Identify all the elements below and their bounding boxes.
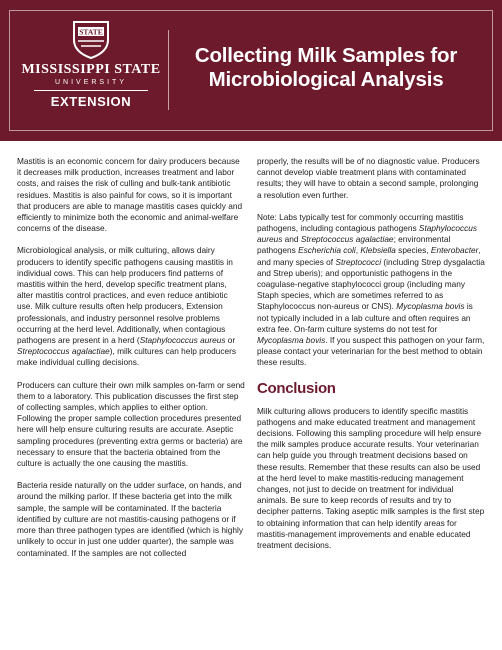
banner-divider [168,30,169,110]
sampling-paragraph: Producers can culture their own milk samples on-farm or send them to a laboratory. This publication discusses the first step of collecting samples, which applies to either option. Following the proper sample collection procedures presented here will help ensure culturing results are accurate. Aseptic sampling procedures (preventing extra germs or bacteria) are necessary to ensure that the bacteria obtained from the culture is actually the one causing the mastitis. [17,379,245,469]
seal-text: STATE [79,27,103,37]
title-line-1: Collecting Milk Samples for [194,44,458,67]
results-paragraph: properly, the results will be of no diagnostic value. Producers cannot develop viable treatment plans with contaminated results; they will have to obtain a second sample, prolonging a resolution even further. [257,156,480,200]
conclusion-paragraph: Milk culturing allows producers to identify specific mastitis pathogens and make educated treatment and management decisions. Following this sampling procedure will help ensure the milk samples produce accurate results. Your veterinarian can help guide you through treatment decisions based on these results. Remember that these results can also be used at the herd level to make mastitis-reducing management changes, not just to decide on treatment for individual animals. Be sure to keep records of results and try to decipher patterns. Taking aseptic milk samples is the first step to obtaining information that can help identify areas for mastitis-management improvements and enable educated treatment decisions. [257,405,485,551]
lab-note-paragraph: Note: Labs typically test for commonly occurring mastitis pathogens, including contagious pathogens Staphylococcus aureus and Streptococcus agalactiae; environmental pathogens Escherichia coli, Klebsiella species, Enterobacter, and many species of Streptococci (including Strep dysgalactia and Strep uberis); and opportunistic pathogens in the coagulase-negative staphylococci group (including many Staph species, which are sometimes referred to as Staphylococcus non-aureus or CNS). Mycoplasma bovis is not typically included in a lab culture and often requires an extra fee. On-farm culture systems do not test for Mycoplasma bovis. If you suspect this pathogen on your farm, please contact your veterinarian for the best method to obtain these results. [257,211,485,368]
university-label: UNIVERSITY [54,79,127,86]
university-name: MISSISSIPPI STATE [21,62,161,77]
contamination-paragraph: Bacteria reside naturally on the udder surface, on hands, and around the milking parlor. If these bacteria get into the milk sample, the sample will be contaminated. If the bacteria identified by culture are not mastitis-causing pathogens or if more than three pathogen types are identified (which is highly unlikely to occur in just one udder quarter), the sample was contaminated. If the samples are not collected [17,480,243,558]
left-column [17,156,245,570]
logo-divider [34,90,148,91]
title-line-2: Microbiological Analysis [208,68,444,91]
right-column [257,156,485,562]
intro-paragraph: Mastitis is an economic concern for dairy producers because it decreases milk production, increases treatment and labor costs, and raises the risk of culling and bulk-tank antibiotic residues. Mastitis is also painful for cows, so it is important that producers are able to manage mastitis cases quickly and efficiently to minimize both the economic and animal-welfare concerns of the disease. [17,156,243,234]
conclusion-heading: Conclusion [257,379,336,397]
state-seal-icon [70,18,112,60]
header-banner [0,0,502,141]
milk-culturing-paragraph: Microbiological analysis, or milk culturing, allows dairy producers to identify specific pathogens causing mastitis in individual cows. This can help producers find patterns of mastitis within the herd, develop specific treatment plans, alter mastitis control practices, and even reduce antibiotic use. Milk culture results often help producers, Extension professionals, and industry personnel resolve problems occurring at the herd level. Additionally, when contagious pathogens are present in a herd (Staphylococcus aureus or Streptococcus agalactiae), milk cultures can help producers make individual culling decisions. [17,245,237,368]
document-title [175,44,477,92]
msu-extension-logo [16,18,166,118]
extension-label: EXTENSION [50,94,132,109]
